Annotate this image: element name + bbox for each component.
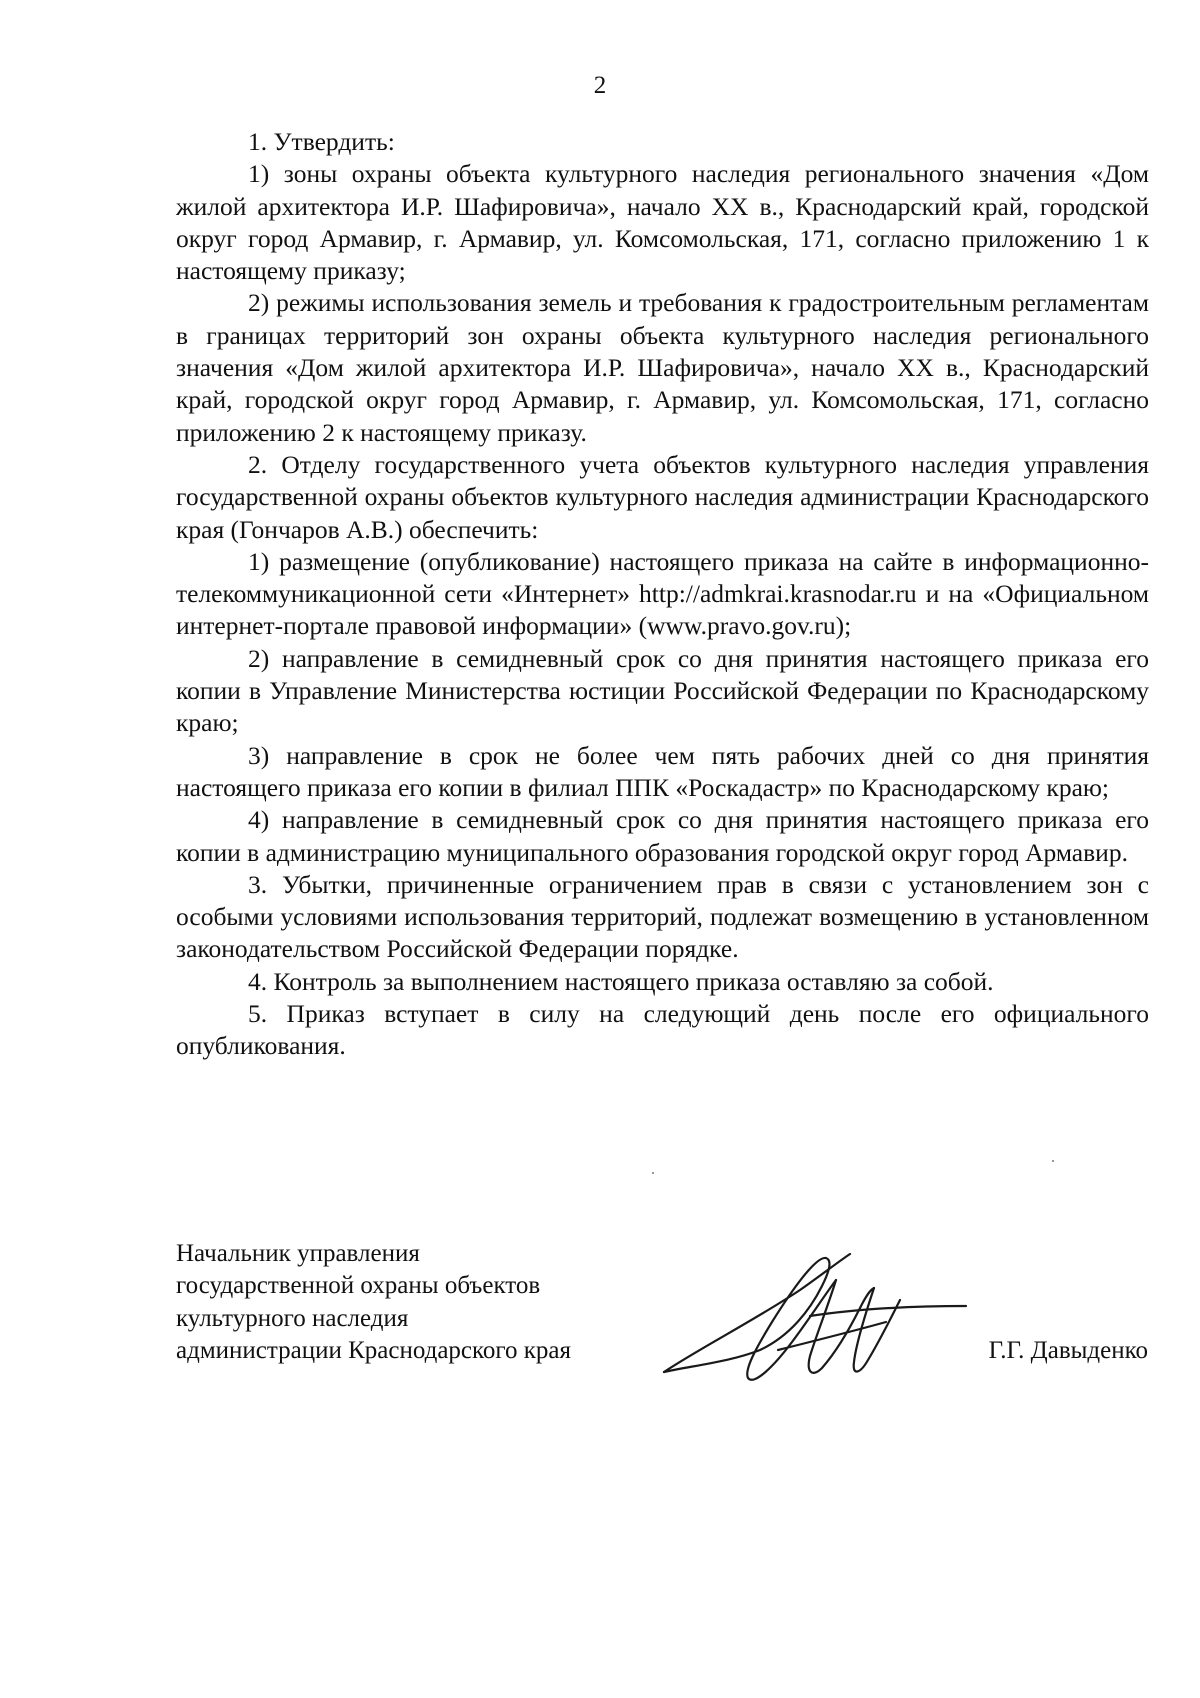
paragraph-department-item-1: 1) размещение (опубликование) настоящего приказа на сайте в информационно-телекоммуникационной сети «Интернет» http://admkrai.krasnodar.ru и на «Официальном интернет-портале правовой информации» (www.pravo.gov.ru); — [176, 546, 1149, 641]
paragraph-department-item-3: 3) направление в срок не более чем пять рабочих дней со дня принятия настоящего приказа его копии в филиал ППК «Роскадастр» по Краснодарскому краю; — [176, 740, 1149, 802]
paragraph-department-order: 2. Отделу государственного учета объектов культурного наследия управления государственной охраны объектов культурного наследия администрации Краснодарского края (Гончаров А.В.) обеспечить: — [176, 449, 1149, 544]
paragraph-effective-date: 5. Приказ вступает в силу на следующий день после его официального опубликования. — [176, 999, 1149, 1061]
scan-speck — [652, 1172, 654, 1174]
paragraph-control: 4. Контроль за выполнением настоящего приказа оставляю за собой. — [248, 966, 994, 996]
signatory-position-line: Начальник управления — [176, 1240, 420, 1267]
paragraph-approve-item-1: 1) зоны охраны объекта культурного наследия регионального значения «Дом жилой архитектора И.Р. Шафировича», начало XX в., Краснодарский край, городской округ город Армавир, г. Армавир, ул. Комсомольская, 171, согласно приложению 1 к настоящему приказу; — [176, 159, 1149, 286]
signatory-position — [176, 1238, 571, 1367]
document-body — [176, 126, 1149, 1063]
paragraph-department-item-4: 4) направление в семидневный срок со дня принятия настоящего приказа его копии в администрацию муниципального образования городской округ город Армавир. — [176, 805, 1149, 867]
paragraph-approve-item-2: 2) режимы использования земель и требования к градостроительным регламентам в границах территорий зон охраны объекта культурного наследия регионального значения «Дом жилой архитектора И.Р. Шафировича», начало XX в., Краснодарский край, городской округ город Армавир, г. Армавир, ул. Комсомольская, 171, согласно приложению 2 к настоящему приказу. — [176, 288, 1149, 447]
signatory-position-line: культурного наследия — [176, 1304, 409, 1332]
paragraph-department-item-2: 2) направление в семидневный срок со дня принятия настоящего приказа его копии в Управление Министерства юстиции Российской Федерации по Краснодарскому краю; — [176, 643, 1149, 738]
page-number: 2 — [593, 72, 607, 99]
scan-speck — [1052, 1160, 1054, 1162]
paragraph-approve: 1. Утвердить: — [248, 127, 395, 156]
signatory-position-line: государственной охраны объектов — [176, 1272, 541, 1300]
signatory-position-line: администрации Краснодарского края — [176, 1336, 572, 1364]
handwritten-signature — [660, 1250, 970, 1390]
paragraph-losses: 3. Убытки, причиненные ограничением прав в связи с установлением зон с особыми условиями использования территорий, подлежат возмещению в установленном законодательством Российской Федерации порядке. — [176, 869, 1149, 964]
signatory-name: Г.Г. Давыденко — [988, 1337, 1148, 1364]
